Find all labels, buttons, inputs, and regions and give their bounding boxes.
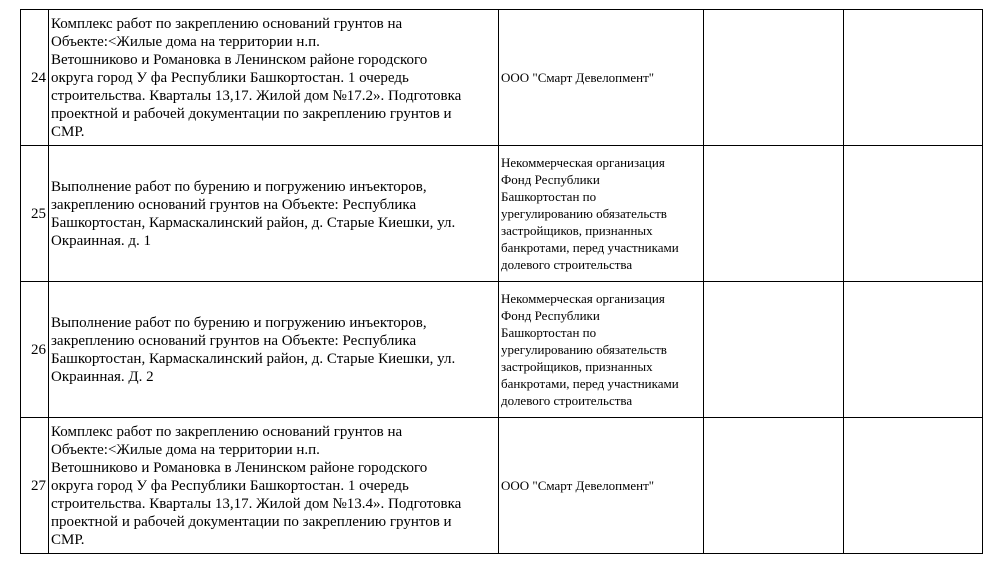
work-line: закреплению оснований грунтов на Объекте: Республика xyxy=(51,196,417,213)
work-line: строительства. Кварталы 13,17. Жилой дом №13.4». Подготовка xyxy=(51,495,462,512)
empty-cell xyxy=(704,418,844,554)
work-line: Комплекс работ по закреплению оснований грунтов на xyxy=(51,15,403,32)
work-line: проектной и рабочей документации по закреплению грунтов и xyxy=(51,513,452,530)
work-line: строительства. Кварталы 13,17. Жилой дом №17.2». Подготовка xyxy=(51,87,462,104)
table-row xyxy=(21,418,983,554)
work-description xyxy=(49,146,499,282)
client-name xyxy=(499,146,704,282)
work-line: СМР. xyxy=(51,531,85,548)
row-number: 24 xyxy=(21,10,49,146)
row-number: 25 xyxy=(21,146,49,282)
empty-cell xyxy=(844,282,983,418)
table-row xyxy=(21,282,983,418)
work-line: Комплекс работ по закреплению оснований грунтов на xyxy=(51,423,403,440)
table-row xyxy=(21,146,983,282)
row-number: 26 xyxy=(21,282,49,418)
work-line: Башкортостан, Кармаскалинский район, д. Старые Киешки, ул. xyxy=(51,350,456,367)
client-line: застройщиков, признанных xyxy=(501,223,653,238)
work-line: Окраинная. д. 1 xyxy=(51,232,152,249)
work-line: Ветошниково и Романовка в Ленинском районе городского xyxy=(51,51,428,68)
work-line: Выполнение работ по бурению и погружению инъекторов, xyxy=(51,314,427,331)
client-line: банкротами, перед участниками xyxy=(501,240,679,255)
client-name xyxy=(499,418,704,554)
client-name xyxy=(499,10,704,146)
client-line: Фонд Республики xyxy=(501,308,600,323)
client-line: Башкортостан по xyxy=(501,189,597,204)
work-line: Окраинная. Д. 2 xyxy=(51,368,154,385)
row-number: 27 xyxy=(21,418,49,554)
client-line: долевого строительства xyxy=(501,393,633,408)
client-line: долевого строительства xyxy=(501,257,633,272)
work-line: Выполнение работ по бурению и погружению инъекторов, xyxy=(51,178,427,195)
empty-cell xyxy=(844,146,983,282)
work-description xyxy=(49,10,499,146)
client-line: Фонд Республики xyxy=(501,172,600,187)
client-line: банкротами, перед участниками xyxy=(501,376,679,391)
work-line: проектной и рабочей документации по закреплению грунтов и xyxy=(51,105,452,122)
empty-cell xyxy=(704,282,844,418)
work-line: закреплению оснований грунтов на Объекте: Республика xyxy=(51,332,417,349)
work-description xyxy=(49,418,499,554)
empty-cell xyxy=(704,146,844,282)
client-line: Некоммерческая организация xyxy=(501,291,665,306)
work-description xyxy=(49,282,499,418)
work-line: Объекте:<Жилые дома на территории н.п. xyxy=(51,33,320,50)
work-line: СМР. xyxy=(51,123,85,140)
client-line: Некоммерческая организация xyxy=(501,155,665,170)
work-line: Объекте:<Жилые дома на территории н.п. xyxy=(51,441,320,458)
work-line: округа город У фа Республики Башкортостан. 1 очередь xyxy=(51,69,409,86)
client-line: урегулированию обязательств xyxy=(501,342,667,357)
work-line: Ветошниково и Романовка в Ленинском районе городского xyxy=(51,459,428,476)
client-line: урегулированию обязательств xyxy=(501,206,667,221)
table-row xyxy=(21,10,983,146)
empty-cell xyxy=(844,10,983,146)
work-line: Башкортостан, Кармаскалинский район, д. Старые Киешки, ул. xyxy=(51,214,456,231)
empty-cell xyxy=(704,10,844,146)
work-line: округа город У фа Республики Башкортостан. 1 очередь xyxy=(51,477,409,494)
client-name xyxy=(499,282,704,418)
client-line: ООО "Смарт Девелопмент" xyxy=(501,70,655,85)
empty-cell xyxy=(844,418,983,554)
client-line: застройщиков, признанных xyxy=(501,359,653,374)
client-line: ООО "Смарт Девелопмент" xyxy=(501,478,655,493)
contracts-table xyxy=(20,9,983,554)
client-line: Башкортостан по xyxy=(501,325,597,340)
